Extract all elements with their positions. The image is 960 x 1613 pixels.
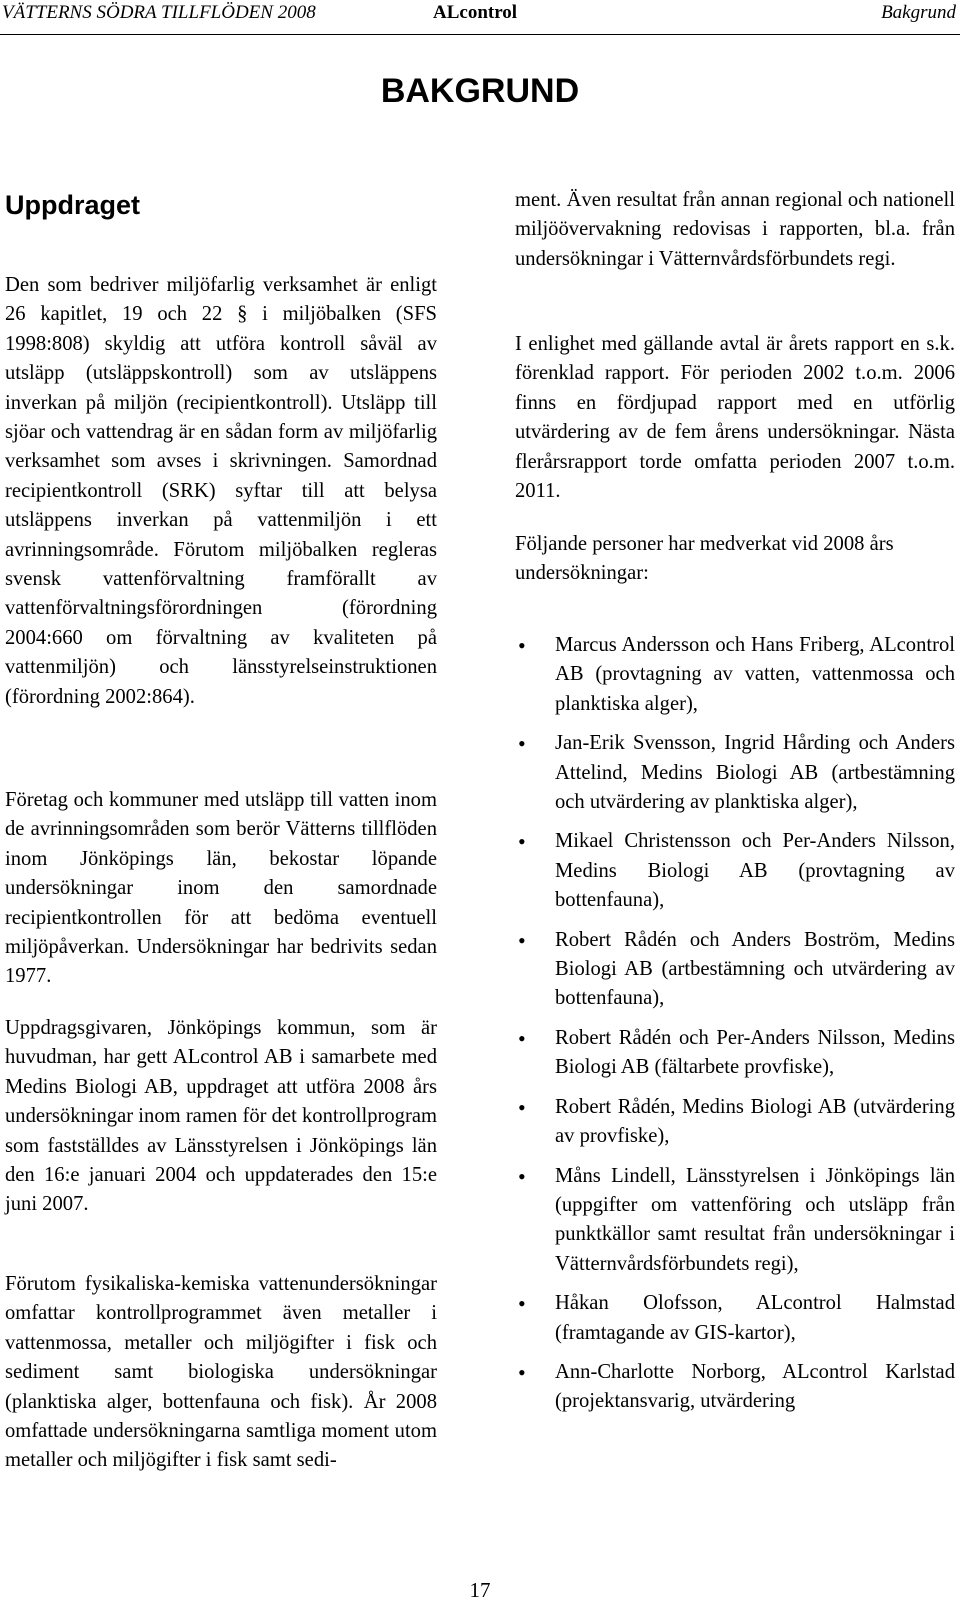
left-paragraph-2: Företag och kommuner med utsläpp till vatten inom de avrinningsområden som berör Vätterns tillflöden inom Jönköpings län, bekostar löpande undersökningar inom den samordnade recipientkontrollen för att bedöma eventuell miljöpåverkan. Undersökningar har bedrivits sedan 1977. xyxy=(5,789,437,988)
list-item: • Robert Rådén och Per-Anders Nilsson, Medins Biologi AB (fältarbete provfiske), xyxy=(515,1024,955,1083)
right-paragraph-3: Följande personer har medverkat vid 2008 års undersökningar: xyxy=(515,533,894,585)
list-item: • Mikael Christensson och Per-Anders Nilsson, Medins Biologi AB (provtagning av bottenfauna), xyxy=(515,827,955,915)
list-item: • Ann-Charlotte Norborg, ALcontrol Karlstad (projektansvarig, utvärdering xyxy=(515,1358,955,1417)
header-chapter: Bakgrund xyxy=(881,2,956,23)
running-header xyxy=(0,0,960,35)
left-paragraph-1: Den som bedriver miljöfarlig verksamhet är enligt 26 kapitlet, 19 och 22 § i miljöbalken (SFS 1998:808) skyldig att utföra kontroll såväl av utsläpp (utsläppskontroll) som av utsläppens inverkan på miljön (recipientkontroll). Utsläpp till sjöar och vattendrag är en sådan form av miljöfarlig verksamhet som avses i skrivningen. Samordnad recipientkontroll (SRK) syftar till att belysa utsläppens inverkan på vattenmiljön i ett avrinningsområde. Förutom miljöbalken regleras svensk vattenförvaltning framförallt av vattenförvaltningsförordningen (förordning 2004:660 om förvaltning av kvaliteten på vattenmiljön) och länsstyrelseinstruktionen (förordning 2002:864). xyxy=(5,274,437,708)
list-item: • Robert Rådén, Medins Biologi AB (utvärdering av provfiske), xyxy=(515,1093,955,1152)
list-item: • Marcus Andersson och Hans Friberg, ALcontrol AB (provtagning av vatten, vattenmossa och planktiska alger), xyxy=(515,631,955,719)
contributors-list xyxy=(515,631,955,1427)
list-item: • Måns Lindell, Länsstyrelsen i Jönköpings län (uppgifter om vattenföring och utsläpp från punktkällor samt resultat från undersökningar i Vätternvårdsförbundets regi), xyxy=(515,1162,955,1280)
page-title: BAKGRUND xyxy=(380,72,580,110)
list-item: • Robert Rådén och Anders Boström, Medins Biologi AB (artbestämning och utvärdering av bottenfauna), xyxy=(515,926,955,1014)
list-item: • Håkan Olofsson, ALcontrol Halmstad (framtagande av GIS-kartor), xyxy=(515,1289,955,1348)
list-item: • Jan-Erik Svensson, Ingrid Hårding och Anders Attelind, Medins Biologi AB (artbestämning och utvärdering av planktiska alger), xyxy=(515,729,955,817)
left-paragraph-4: Förutom fysikaliska-kemiska vattenundersökningar omfattar kontrollprogrammet även metaller i vattenmossa, metaller och miljögifter i fisk och sediment samt biologiska undersökningar (planktiska alger, bottenfauna och fisk). År 2008 omfattade undersökningarna samtliga moment utom metaller och miljögifter i fisk samt sedi- xyxy=(5,1273,437,1472)
header-report-title: VÄTTERNS SÖDRA TILLFLÖDEN 2008 xyxy=(2,2,316,23)
right-paragraph-2: I enlighet med gällande avtal är årets rapport en s.k. förenklad rapport. För perioden 2002 t.o.m. 2006 finns en fördjupad rapport med en utförlig utvärdering av de fem årens undersökningar. Nästa flerårsrapport torde omfatta perioden 2007 t.o.m. 2011. xyxy=(515,333,955,503)
section-heading: Uppdraget xyxy=(5,190,140,220)
page-number: 17 xyxy=(469,1578,491,1602)
left-paragraph-3: Uppdragsgivaren, Jönköpings kommun, som är huvudman, har gett ALcontrol AB i samarbete med Medins Biologi AB, uppdraget att utföra 2008 års undersökningar inom ramen för det kontrollprogram som fastställdes av Länsstyrelsen i Jönköpings län den 16:e januari 2004 och uppdaterades den 15:e juni 2007. xyxy=(5,1017,437,1216)
header-company: ALcontrol xyxy=(433,2,518,23)
right-paragraph-1: ment. Även resultat från annan regional och nationell miljöövervakning redovisas i rapporten, bl.a. från undersökningar i Vätternvårdsförbundets regi. xyxy=(515,189,955,270)
